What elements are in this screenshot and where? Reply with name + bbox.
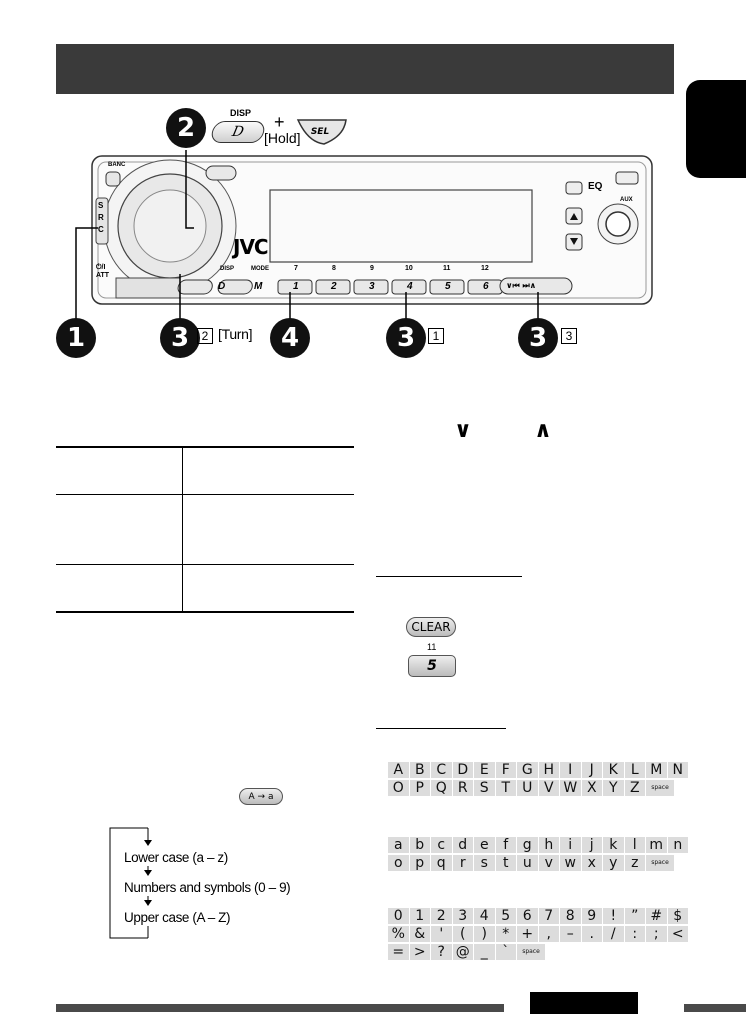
char-cell: 1 bbox=[410, 908, 431, 924]
char-cell: J bbox=[582, 762, 603, 778]
table-bottom-rule bbox=[56, 611, 354, 613]
char-cell: T bbox=[496, 780, 517, 796]
char-cell: n bbox=[668, 837, 689, 853]
char-cell: ` bbox=[496, 944, 517, 960]
preset-5-button bbox=[408, 655, 456, 677]
aux-label: AUX bbox=[620, 197, 633, 203]
section-underline bbox=[376, 576, 522, 577]
preset-top-7: 7 bbox=[294, 265, 298, 272]
att-label: ⏻/I ATT bbox=[96, 264, 110, 279]
clear-label: CLEAR bbox=[411, 620, 451, 634]
preset-top-8: 8 bbox=[332, 265, 336, 272]
char-cell: r bbox=[453, 855, 474, 871]
char-cell: * bbox=[496, 926, 517, 942]
char-cell: E bbox=[474, 762, 495, 778]
table-row-divider bbox=[56, 564, 354, 565]
eq-label: EQ bbox=[588, 181, 603, 192]
footer-rule-left bbox=[56, 1004, 504, 1012]
char-cell: C bbox=[431, 762, 452, 778]
char-cell: – bbox=[560, 926, 581, 942]
sel-key-label: SEL bbox=[310, 127, 330, 137]
char-cell: R bbox=[453, 780, 474, 796]
char-cell: ; bbox=[646, 926, 667, 942]
src-label: S R C bbox=[98, 201, 104, 234]
char-cell: s bbox=[474, 855, 495, 871]
preset-5-button-label: 5 bbox=[427, 658, 437, 674]
symbol-row-3 bbox=[388, 944, 546, 960]
char-cell: f bbox=[496, 837, 517, 853]
section-underline bbox=[376, 728, 506, 729]
upper-case-row-2 bbox=[388, 780, 675, 796]
symbol-row-1 bbox=[388, 908, 689, 924]
space-cell: space bbox=[646, 855, 674, 871]
char-cell: M bbox=[646, 762, 667, 778]
char-cell: 9 bbox=[582, 908, 603, 924]
char-cell: B bbox=[410, 762, 431, 778]
up-arrow-icon: ∧ bbox=[534, 418, 552, 443]
char-cell: ' bbox=[431, 926, 452, 942]
space-cell: space bbox=[517, 944, 545, 960]
char-cell: L bbox=[625, 762, 646, 778]
section-title-bar bbox=[56, 44, 674, 94]
step-1-badge: 1 bbox=[56, 318, 96, 358]
char-cell: F bbox=[496, 762, 517, 778]
down-arrow-icon: ∨ bbox=[454, 418, 472, 443]
step-3-badge-a: 3 bbox=[160, 318, 200, 358]
seek-key-label: ∨⏮ ⏭∧ bbox=[506, 281, 537, 290]
char-cell: l bbox=[625, 837, 646, 853]
char-cell: o bbox=[388, 855, 409, 871]
preset-top-9: 9 bbox=[370, 265, 374, 272]
footer-rule-right bbox=[684, 1004, 746, 1012]
char-cell: @ bbox=[453, 944, 474, 960]
d-key-label: D bbox=[230, 124, 246, 140]
char-cell: > bbox=[410, 944, 431, 960]
char-cell: z bbox=[625, 855, 646, 871]
plus-sign: + bbox=[274, 112, 285, 132]
char-cell: x bbox=[582, 855, 603, 871]
char-cell: _ bbox=[474, 944, 495, 960]
char-cell: & bbox=[410, 926, 431, 942]
preset-1-label: 1 bbox=[293, 281, 299, 292]
substep-box-3: 3 bbox=[561, 328, 577, 344]
language-tab bbox=[686, 80, 746, 178]
char-cell: i bbox=[560, 837, 581, 853]
char-cell: W bbox=[560, 780, 581, 796]
char-cell: $ bbox=[668, 908, 689, 924]
char-cell: , bbox=[539, 926, 560, 942]
char-cell: % bbox=[388, 926, 409, 942]
upper-case-row-1 bbox=[388, 762, 689, 778]
char-cell: K bbox=[603, 762, 624, 778]
char-cell: . bbox=[582, 926, 603, 942]
char-cell: y bbox=[603, 855, 624, 871]
char-cell: 7 bbox=[539, 908, 560, 924]
case-toggle-label: A → a bbox=[248, 791, 274, 802]
d-key-device-label: D bbox=[218, 281, 226, 292]
substep-box-2: 2 bbox=[197, 328, 213, 344]
char-cell: j bbox=[582, 837, 603, 853]
table-top-rule bbox=[56, 446, 354, 448]
step-3-badge-c: 3 bbox=[518, 318, 558, 358]
char-cell: I bbox=[560, 762, 581, 778]
char-cell: U bbox=[517, 780, 538, 796]
char-cell: 8 bbox=[560, 908, 581, 924]
char-cell: G bbox=[517, 762, 538, 778]
char-cell: X bbox=[582, 780, 603, 796]
case-toggle-button bbox=[239, 788, 283, 805]
char-cell: # bbox=[646, 908, 667, 924]
char-cell: d bbox=[453, 837, 474, 853]
preset-4-label: 4 bbox=[407, 281, 413, 292]
char-cell: = bbox=[388, 944, 409, 960]
char-cell: ” bbox=[625, 908, 646, 924]
char-cell: + bbox=[517, 926, 538, 942]
flow-lower-case: Lower case (a – z) bbox=[124, 850, 228, 865]
clear-button bbox=[406, 617, 456, 637]
char-cell: 5 bbox=[496, 908, 517, 924]
lower-case-row-1 bbox=[388, 837, 689, 853]
char-cell: c bbox=[431, 837, 452, 853]
char-cell: V bbox=[539, 780, 560, 796]
char-cell: H bbox=[539, 762, 560, 778]
step-2-badge: 2 bbox=[166, 108, 206, 148]
hold-label: [Hold] bbox=[264, 130, 301, 146]
bank-label: BANC bbox=[108, 162, 126, 168]
char-cell: ( bbox=[453, 926, 474, 942]
char-cell: q bbox=[431, 855, 452, 871]
char-cell: ! bbox=[603, 908, 624, 924]
char-cell: Z bbox=[625, 780, 646, 796]
char-cell: w bbox=[560, 855, 581, 871]
disp-caption-device: DISP bbox=[220, 266, 235, 272]
char-cell: m bbox=[646, 837, 667, 853]
char-cell: u bbox=[517, 855, 538, 871]
char-cell: : bbox=[625, 926, 646, 942]
brand-logo: JVC bbox=[233, 235, 268, 259]
char-cell: 6 bbox=[517, 908, 538, 924]
char-cell: D bbox=[453, 762, 474, 778]
char-cell: v bbox=[539, 855, 560, 871]
space-cell: space bbox=[646, 780, 674, 796]
callout-lines bbox=[56, 150, 616, 330]
char-cell: 2 bbox=[431, 908, 452, 924]
flow-numbers-symbols: Numbers and symbols (0 – 9) bbox=[124, 880, 291, 895]
char-cell: 0 bbox=[388, 908, 409, 924]
char-cell: 4 bbox=[474, 908, 495, 924]
char-cell: ? bbox=[431, 944, 452, 960]
char-cell: ) bbox=[474, 926, 495, 942]
char-cell: g bbox=[517, 837, 538, 853]
flow-upper-case: Upper case (A – Z) bbox=[124, 910, 231, 925]
char-cell: a bbox=[388, 837, 409, 853]
d-key-illustration bbox=[210, 121, 267, 143]
step-3-badge-b: 3 bbox=[386, 318, 426, 358]
char-cell: / bbox=[603, 926, 624, 942]
char-cell: A bbox=[388, 762, 409, 778]
disp-caption: DISP bbox=[230, 108, 252, 118]
preset-3-label: 3 bbox=[369, 281, 375, 292]
char-cell: < bbox=[668, 926, 689, 942]
char-cell: P bbox=[410, 780, 431, 796]
char-cell: k bbox=[603, 837, 624, 853]
symbol-row-2 bbox=[388, 926, 689, 942]
preset-top-11: 11 bbox=[443, 265, 451, 272]
char-cell: Y bbox=[603, 780, 624, 796]
turn-label: [Turn] bbox=[218, 326, 253, 342]
substep-box-1: 1 bbox=[428, 328, 444, 344]
char-cell: S bbox=[474, 780, 495, 796]
char-cell: p bbox=[410, 855, 431, 871]
char-cell: Q bbox=[431, 780, 452, 796]
preset-5-label: 5 bbox=[445, 281, 451, 292]
char-cell: t bbox=[496, 855, 517, 871]
preset-11-caption: 11 bbox=[427, 642, 437, 652]
char-cell: b bbox=[410, 837, 431, 853]
char-cell: h bbox=[539, 837, 560, 853]
preset-top-10: 10 bbox=[405, 265, 413, 272]
preset-2-label: 2 bbox=[331, 281, 337, 292]
table-row-divider bbox=[56, 494, 354, 495]
step-4-badge: 4 bbox=[270, 318, 310, 358]
page-number-box bbox=[530, 992, 638, 1014]
table-column-divider bbox=[182, 447, 183, 612]
char-cell: 3 bbox=[453, 908, 474, 924]
m-key-device-label: M bbox=[254, 281, 263, 292]
preset-top-12: 12 bbox=[481, 265, 489, 272]
char-cell: e bbox=[474, 837, 495, 853]
char-cell: O bbox=[388, 780, 409, 796]
preset-6-label: 6 bbox=[483, 281, 489, 292]
char-cell: N bbox=[668, 762, 689, 778]
sel-key-illustration bbox=[294, 114, 350, 148]
mode-caption: MODE bbox=[251, 266, 269, 272]
lower-case-row-2 bbox=[388, 855, 675, 871]
